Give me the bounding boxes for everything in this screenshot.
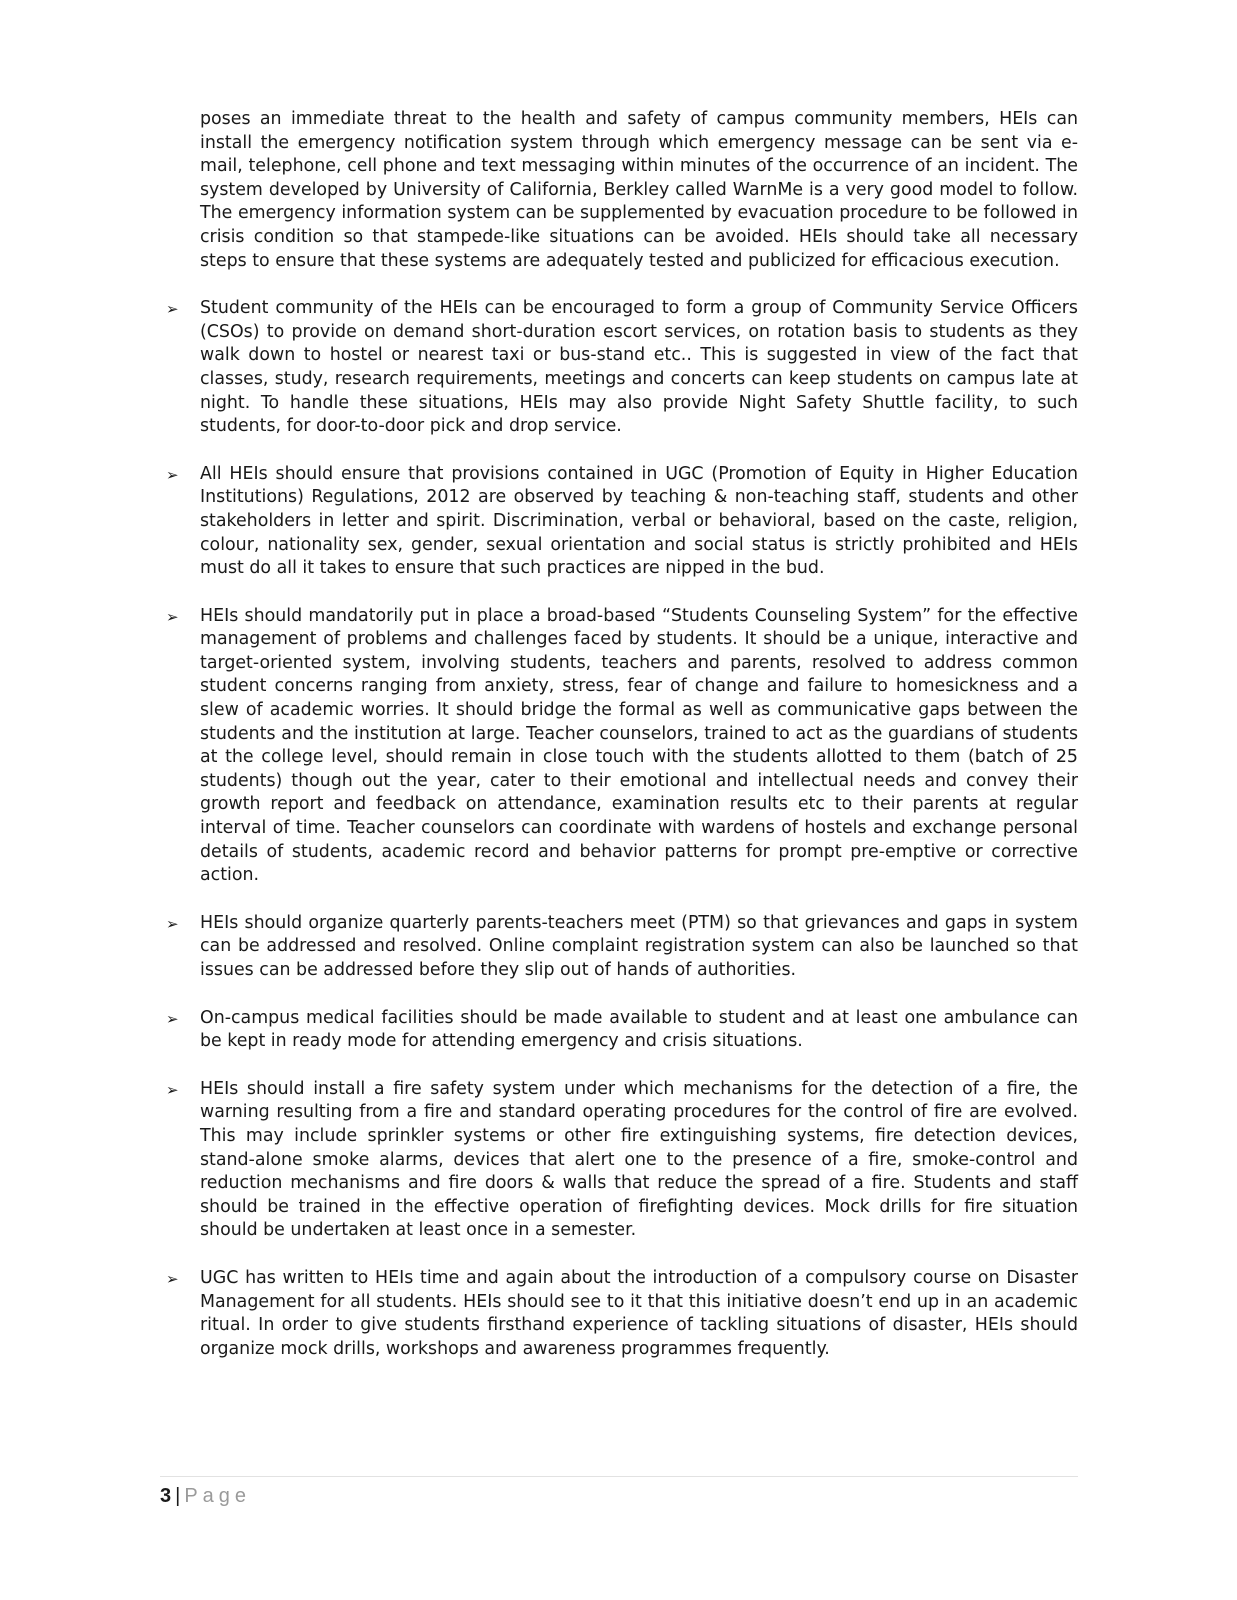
list-item: [166, 912, 1078, 983]
arrow-bullet-icon: ➢: [166, 914, 179, 933]
footer-divider: [160, 1476, 1078, 1477]
arrow-bullet-icon: ➢: [166, 465, 179, 484]
footer-separator: |: [175, 1485, 181, 1507]
bullet-text: HEIs should install a fire safety system under which mechanisms for the detection of a fire, the warning resulting from a fire and standard operating procedures for the control of fire are evolved. This may include sprinkler systems or other fire extinguishing systems, fire detection devices, stand-alone smoke alarms, devices that alert one to the presence of a fire, smoke-control and reduction mechanisms and fire doors & walls that reduce the spread of a fire. Students and staff should be trained in the effective operation of firefighting devices. Mock drills for fire situation should be undertaken at least once in a semester.: [200, 1078, 1078, 1241]
arrow-bullet-icon: ➢: [166, 300, 179, 319]
list-item: [166, 297, 1078, 439]
intro-paragraph: poses an immediate threat to the health and safety of campus community members, HEIs can install the emergency notification system through which emergency message can be sent via e-mail, telephone, cell phone and text messaging within minutes of the occurrence of an incident. The system developed by University of California, Berkley called WarnMe is a very good model to follow. The emergency information system can be supplemented by evacuation procedure to be followed in crisis condition so that stampede-like situations can be avoided. HEIs should take all necessary steps to ensure that these systems are adequately tested and publicized for efficacious execution.: [200, 109, 1078, 271]
arrow-bullet-icon: ➢: [166, 1080, 179, 1099]
page-body: [166, 108, 1078, 1361]
bullet-text: UGC has written to HEIs time and again about the introduction of a compulsory course on Disaster Management for all students. HEIs should see to it that this initiative doesn’t end up in an academic ritual. In order to give students firsthand experience of tackling situations of disaster, HEIs should organize mock drills, workshops and awareness programmes frequently.: [200, 1267, 1078, 1359]
bullet-text: On-campus medical facilities should be made available to student and at least one ambulance can be kept in ready mode for attending emergency and crisis situations.: [200, 1007, 1078, 1052]
arrow-bullet-icon: ➢: [166, 1269, 179, 1288]
bullet-text: Student community of the HEIs can be encouraged to form a group of Community Service Officers (CSOs) to provide on demand short-duration escort services, on rotation basis to students as they walk down to hostel or nearest taxi or bus-stand etc.. This is suggested in view of the fact that classes, study, research requirements, meetings and concerts can keep students on campus late at night. To handle these situations, HEIs may also provide Night Safety Shuttle facility, to such students, for door-to-door pick and drop service.: [200, 298, 1078, 437]
list-item: [166, 1007, 1078, 1054]
list-item: [166, 1078, 1078, 1243]
bullet-text: HEIs should organize quarterly parents-teachers meet (PTM) so that grievances and gaps in system can be addressed and resolved. Online complaint registration system can also be launched so that issues can be addressed before they slip out of hands of authorities.: [200, 912, 1078, 980]
arrow-bullet-icon: ➢: [166, 1009, 179, 1028]
page-footer: [160, 1484, 251, 1508]
arrow-bullet-icon: ➢: [166, 607, 179, 626]
page-label: Page: [184, 1485, 252, 1507]
list-item: [166, 463, 1078, 581]
page-number: 3: [160, 1485, 172, 1507]
list-item: [166, 605, 1078, 888]
bullet-text: HEIs should mandatorily put in place a broad-based “Students Counseling System” for the effective management of problems and challenges faced by students. It should be a unique, interactive and target-oriented system, involving students, teachers and parents, resolved to address common student concerns ranging from anxiety, stress, fear of change and failure to homesickness and a slew of academic worries. It should bridge the formal as well as communicative gaps between the students and the institution at large. Teacher counselors, trained to act as the guardians of students at the college level, should remain in close touch with the students allotted to them (batch of 25 students) though out the year, cater to their emotional and intellectual needs and convey their growth report and feedback on attendance, examination results etc to their parents at regular interval of time. Teacher counselors can coordinate with wardens of hostels and exchange personal details of students, academic record and behavior patterns for prompt pre-emptive or corrective action.: [200, 605, 1078, 886]
bullet-text: All HEIs should ensure that provisions contained in UGC (Promotion of Equity in Higher Education Institutions) Regulations, 2012 are observed by teaching & non-teaching staff, students and other stakeholders in letter and spirit. Discrimination, verbal or behavioral, based on the caste, religion, colour, nationality sex, gender, sexual orientation and social status is strictly prohibited and HEIs must do all it takes to ensure that such practices are nipped in the bud.: [200, 463, 1078, 579]
list-item: [166, 1267, 1078, 1361]
